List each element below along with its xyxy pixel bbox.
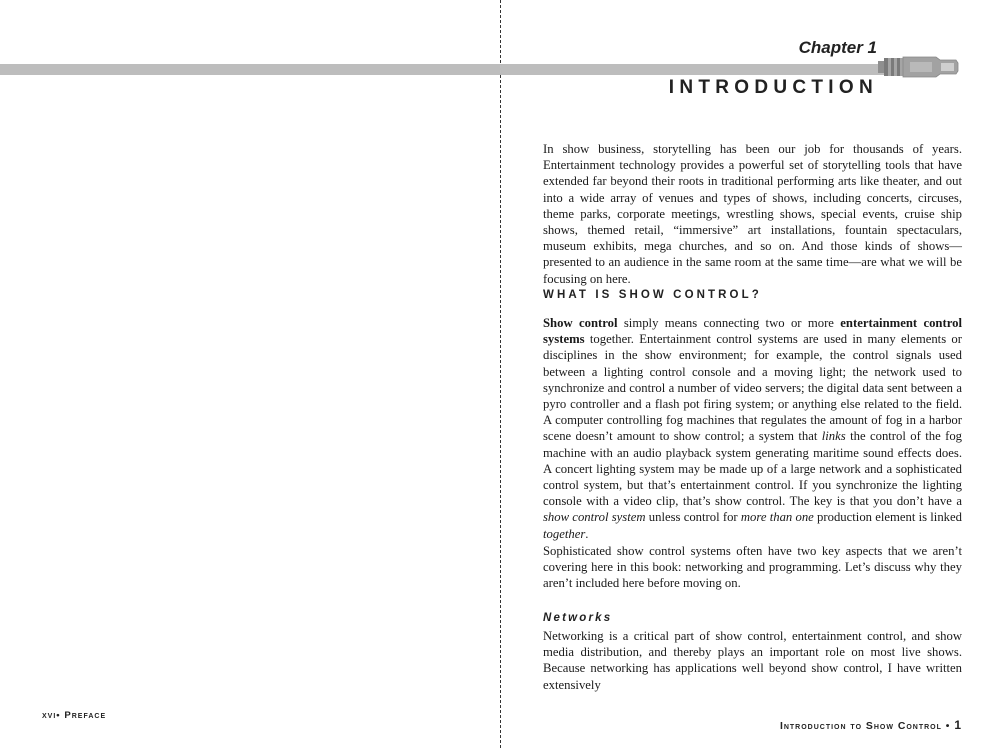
right-running-title: Introduction to Show Control [779, 721, 942, 732]
right-page-number: 1 [954, 718, 962, 732]
right-page-folio [780, 718, 962, 732]
term-show-control: Show control [543, 316, 618, 330]
chapter-title: INTRODUCTION [668, 77, 878, 98]
subsection-heading: Networks [543, 612, 613, 624]
network-cable-plug-icon [878, 52, 960, 82]
paragraph-networking-text: Networking is a critical part of show control, entertainment control, and show media distribution, and thereby plays an important role on most live shows. Because networking has applications well beyond show control, I have written extensively [543, 629, 962, 692]
emphasis-show-control-system: show control system [543, 510, 646, 525]
page-gutter-divider [500, 0, 501, 748]
text-run: together. Entertainment control systems are used in many elements or disciplines in the show environment; for example, the control signals used between a lighting control console and a moving light; the network used to synchronize and control a number of video servers; the digital data sent between a pyro controller and a flash pot firing system; or anything else related to the field. A computer controlling fog machines that regulates the amount of fog in a harbor scene doesn’t amount to show control; a system that [543, 332, 962, 444]
text-run: . [585, 526, 589, 541]
left-page-number: xvi [42, 710, 57, 721]
paragraph-key-aspects-text: Sophisticated show control systems often have two key aspects that we aren’t covering here in this book: networking and programming. Let’s discuss why they aren’t included here before moving on. [543, 544, 962, 591]
emphasis-more-than-one: more than one [740, 510, 814, 525]
paragraph-intro-text: In show business, storytelling has been our job for thousands of years. Entertainment technology provides a powerful set of storytelling tools that have extended far beyond their roots in traditional performing arts like theater, and out into a wide array of venues and types of shows, including concerts, circuses, theme parks, corporate meetings, wrestling shows, special events, cruise ship shows, themed retail, “immersive” art installations, fountain spectaculars, museum exhibits, mega churches, and so on. And those kinds of shows—presented to an audience in the same room at the same time—are what we will be focusing on here. [543, 142, 962, 286]
paragraph-intro [543, 141, 962, 287]
text-run: unless control for [645, 510, 741, 525]
paragraph-show-control [543, 315, 962, 542]
chapter-header-band [0, 64, 884, 75]
folio-bullet: • [56, 710, 61, 721]
emphasis-links: links [821, 429, 846, 444]
text-run: simply means connecting two or more [617, 316, 841, 330]
emphasis-together: together [543, 526, 586, 541]
chapter-label: Chapter 1 [798, 38, 877, 57]
section-heading: WHAT IS SHOW CONTROL? [543, 289, 762, 301]
folio-bullet: • [945, 721, 951, 732]
left-running-title: Preface [64, 710, 107, 721]
paragraph-networking [543, 628, 962, 693]
term-entertainment-control-systems: entertainment control systems [543, 316, 962, 347]
left-page-folio [42, 710, 106, 721]
text-run: production element is linked [813, 510, 962, 525]
paragraph-key-aspects [543, 543, 962, 592]
text-run: the control of the fog machine with an audio playback system generating maritime sound effects does. A concert lighting system may be made up of a large network and a sophisticated control system, but that’s entertainment control. If you synchronize the lighting console with a video clip, that’s show control. The key is that you don’t have a [543, 429, 963, 509]
